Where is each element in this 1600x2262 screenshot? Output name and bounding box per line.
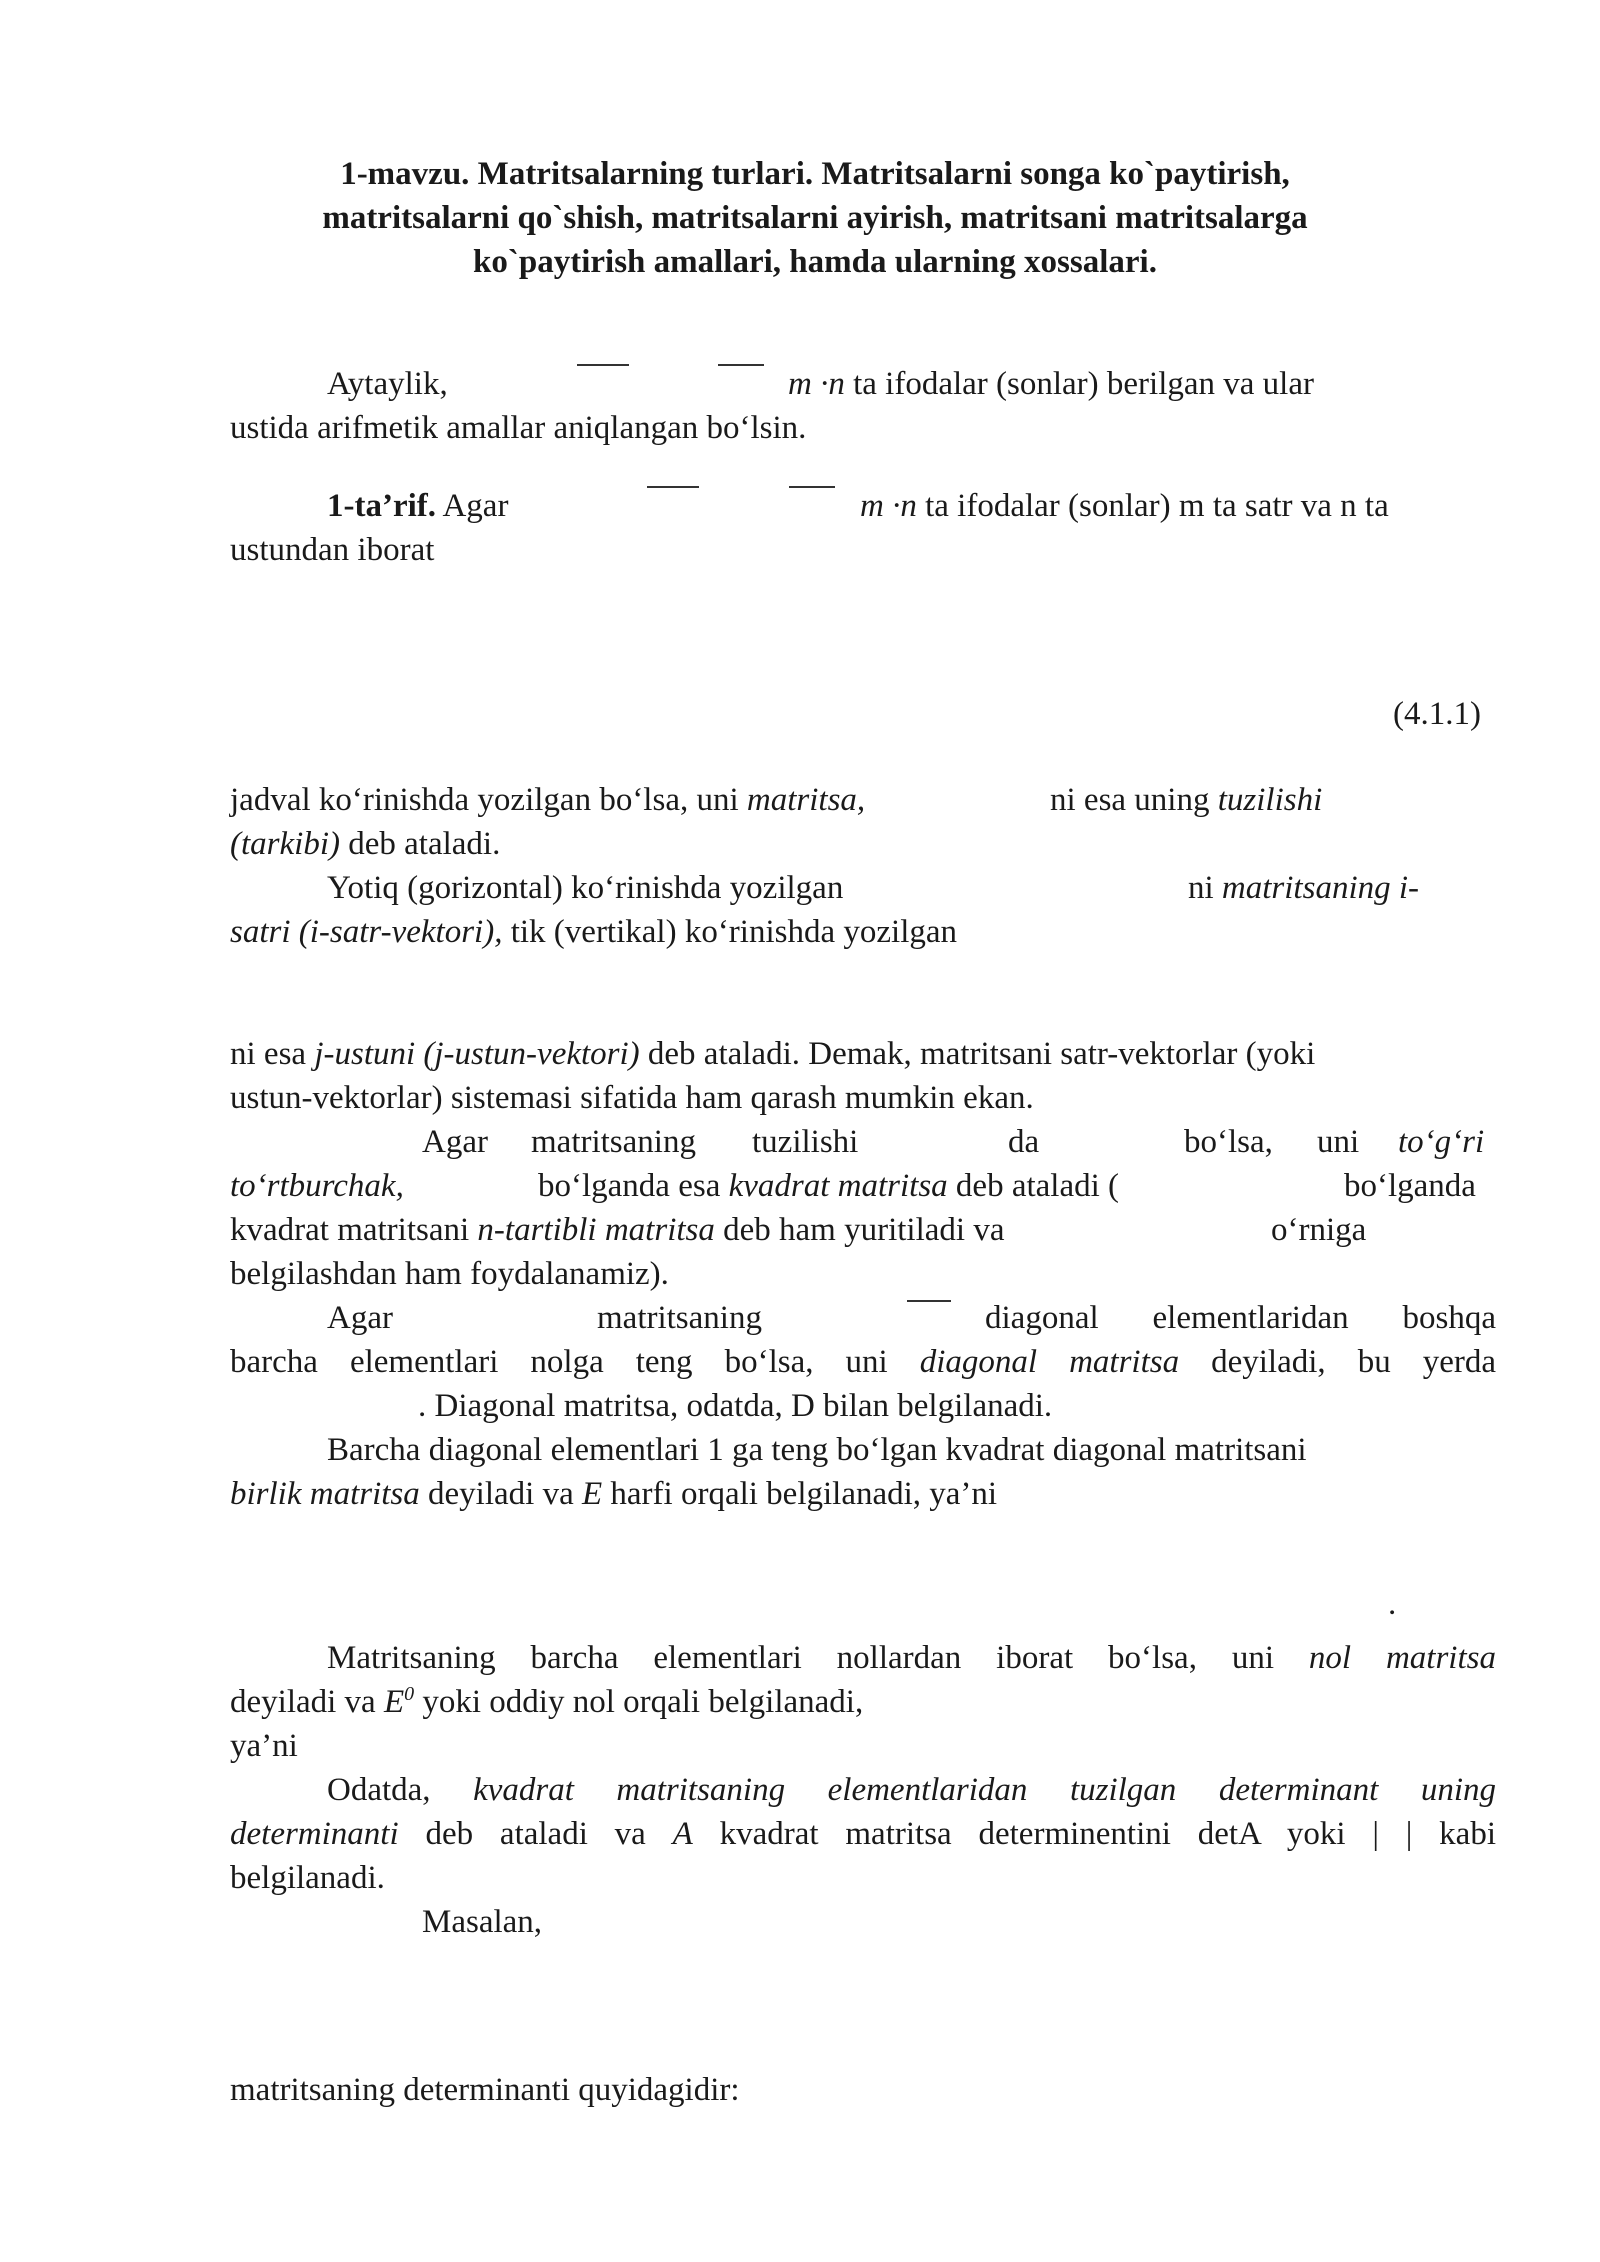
paragraph-10-line-2: matritsaning determinanti quyidagidir:: [230, 2072, 740, 2108]
text: deyiladi, bu yerda: [1179, 1344, 1497, 1380]
text: bo‘lsa,: [1184, 1124, 1273, 1160]
term-togri: [1398, 1120, 1484, 1164]
paragraph-5-line-2: [538, 1164, 1119, 1208]
topic-title: [230, 152, 1400, 284]
text: Odatda,: [327, 1772, 474, 1808]
paragraph-5-line-3: [230, 1208, 1004, 1252]
paragraph-1-line-2: ustida arifmetik amallar aniqlangan bo‘lsin.: [230, 410, 807, 446]
paragraph-9-line-2: [230, 1812, 1496, 1856]
paragraph-4-line-1: [230, 1032, 1315, 1076]
term-diagonal-matritsa: diagonal matritsa: [919, 1344, 1180, 1380]
term-birlik-matritsa: birlik matritsa: [230, 1476, 420, 1512]
text: o‘rniga: [1271, 1212, 1367, 1248]
definition-1-line-1-right: [860, 484, 1389, 528]
paragraph-9-line-3: belgilanadi.: [230, 1860, 385, 1896]
text: Aytaylik,: [327, 366, 448, 402]
text: deb ataladi.: [339, 826, 501, 862]
paragraph-4-line-2: ustun-vektorlar) sistemasi sifatida ham qarash mumkin ekan.: [230, 1080, 1034, 1116]
text: Matritsaning barcha elementlari nollardan iborat bo‘lsa, uni: [327, 1640, 1309, 1676]
text: ni: [1188, 870, 1222, 906]
symbol-e: E: [581, 1476, 603, 1512]
definition-1-line-1: [327, 484, 508, 528]
term-tortburchak: [230, 1164, 404, 1208]
paragraph-3-line-1-right: [1188, 866, 1419, 910]
definition-1-line-2: ustundan iborat: [230, 532, 435, 568]
text: deyiladi va: [419, 1476, 582, 1512]
math-mn: m ·n: [788, 366, 845, 402]
text: ni esa uning: [1050, 782, 1218, 818]
term-determinanti: determinanti: [230, 1816, 399, 1852]
text: uni: [1317, 1124, 1360, 1160]
text: ta ifodalar (sonlar) m ta satr va n ta: [916, 488, 1389, 524]
term-determinant: kvadrat matritsaning elementlaridan tuzilgan determinant uning: [473, 1772, 1496, 1808]
paragraph-1-line-1-right: [788, 362, 1314, 406]
text: deb ham yuritiladi va: [714, 1212, 1005, 1248]
paragraph-9-line-1: [327, 1768, 1496, 1812]
paragraph-7-line-2: [230, 1472, 997, 1516]
definition-label: 1-ta’rif.: [327, 488, 437, 524]
term-matritsa: matritsa,: [746, 782, 866, 818]
text: diagonal elementlaridan boshqa: [985, 1300, 1496, 1336]
text: Agar: [327, 1300, 393, 1336]
symbol-a: A: [672, 1816, 693, 1852]
text: bo‘lganda: [1344, 1168, 1476, 1204]
paragraph-2-line-2: [230, 822, 500, 866]
equation-number: (4.1.1): [1393, 696, 1481, 732]
term-satr-vektori: satri (i-satr-vektori),: [230, 914, 503, 950]
text: matritsaning: [531, 1124, 696, 1160]
term-ustun: j-ustuni (j-ustun-vektori): [314, 1036, 640, 1072]
superscript-zero: 0: [404, 1683, 415, 1705]
symbol-e0: E: [383, 1684, 405, 1720]
trailing-dot: .: [1388, 1586, 1397, 1622]
text: deb ataladi (: [947, 1168, 1120, 1204]
term-kvadrat-matritsa: kvadrat matritsa: [728, 1168, 948, 1204]
text: da: [1008, 1124, 1040, 1160]
text: barcha elementlari nolga teng bo‘lsa, uni: [230, 1344, 920, 1380]
paragraph-3-line-2: [230, 910, 957, 954]
paragraph-1-line-1: [327, 362, 448, 406]
text: kvadrat matritsani: [230, 1212, 478, 1248]
paragraph-3-line-1: Yotiq (gorizontal) ko‘rinishda yozilgan: [327, 870, 844, 906]
text: harfi orqali belgilanadi, ya’ni: [602, 1476, 998, 1512]
text: tik (vertikal) ko‘rinishda yozilgan: [502, 914, 958, 950]
text: deb ataladi. Demak, matritsani satr-vektorlar (yoki: [639, 1036, 1316, 1072]
text: ta ifodalar (sonlar) berilgan va ular: [844, 366, 1314, 402]
overline-mark: [789, 486, 835, 488]
term-nol-matritsa: nol matritsa: [1308, 1640, 1496, 1676]
text: bo‘lganda esa: [538, 1168, 729, 1204]
math-mn: m ·n: [860, 488, 917, 524]
paragraph-8-line-2: [230, 1680, 863, 1724]
text: yoki oddiy nol orqali belgilanadi,: [414, 1684, 864, 1720]
title-line-2: matritsalarni qo`shish, matritsalarni ayirish, matritsani matritsalarga: [322, 200, 1308, 236]
text: ni esa: [230, 1036, 315, 1072]
paragraph-6-line-3: . Diagonal matritsa, odatda, D bilan belgilanadi.: [418, 1388, 1053, 1424]
paragraph-10-line-1: Masalan,: [422, 1904, 543, 1940]
text: jadval ko‘rinishda yozilgan bo‘lsa, uni: [230, 782, 747, 818]
paragraph-5-line-4: belgilashdan ham foydalanamiz).: [230, 1256, 669, 1292]
text: deb ataladi va: [398, 1816, 673, 1852]
overline-mark: [718, 364, 764, 366]
text: Agar: [436, 488, 509, 524]
term-satri: matritsaning i-: [1221, 870, 1420, 906]
text: to‘rtburchak,: [230, 1168, 404, 1204]
term-tuzilishi: tuzilishi: [1217, 782, 1323, 818]
overline-mark: [907, 1300, 951, 1302]
text: tuzilishi: [752, 1124, 859, 1160]
overline-mark: [647, 486, 699, 488]
paragraph-2-line-1-right: [1050, 778, 1322, 822]
paragraph-7-line-1: Barcha diagonal elementlari 1 ga teng bo‘lgan kvadrat diagonal matritsani: [327, 1432, 1307, 1468]
text: matritsaning: [597, 1300, 762, 1336]
paragraph-8-line-3: ya’ni: [230, 1728, 298, 1764]
paragraph-6-line-2: [230, 1340, 1496, 1384]
text: deyiladi va: [230, 1684, 384, 1720]
title-line-3: ko`paytirish amallari, hamda ularning xossalari.: [473, 244, 1157, 280]
term-n-tartibli: n-tartibli matritsa: [477, 1212, 715, 1248]
title-line-1: 1-mavzu. Matritsalarning turlari. Matritsalarni songa ko`paytirish,: [340, 156, 1290, 192]
paragraph-8-line-1: [327, 1636, 1496, 1680]
overline-mark: [577, 364, 629, 366]
term-tarkibi: (tarkibi): [230, 826, 340, 862]
text: kvadrat matritsa determinentini detA yoki | | kabi: [692, 1816, 1496, 1852]
paragraph-2-line-1: [230, 778, 865, 822]
text: to‘g‘ri: [1398, 1124, 1485, 1160]
text: Agar: [422, 1124, 488, 1160]
